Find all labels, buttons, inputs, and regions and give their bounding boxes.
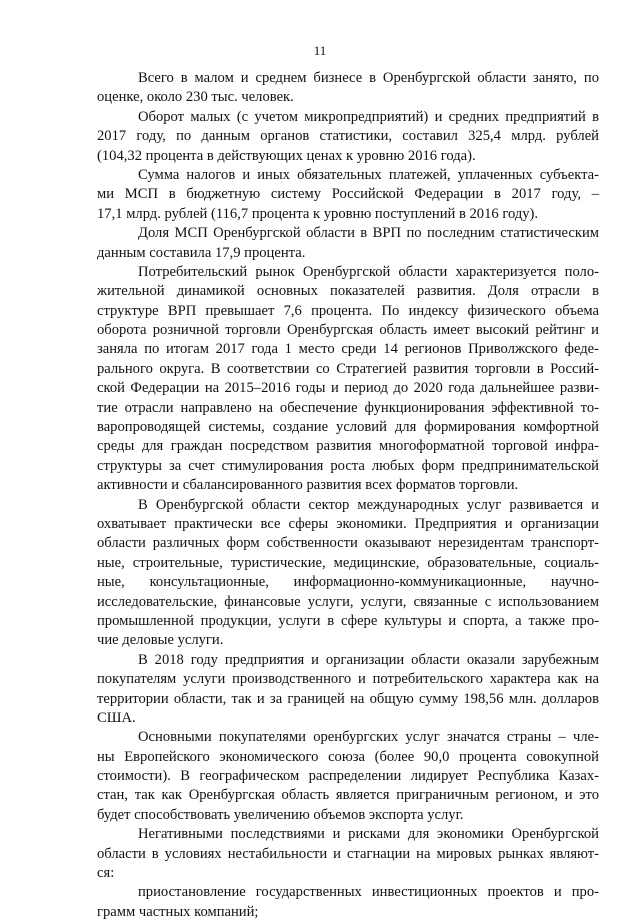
text-line: стан, так как Оренбургская область является приграничным регионом, и это (97, 787, 599, 804)
text-line: исследовательские, финансовые услуги, услуги, связанные с использованием (97, 593, 599, 610)
text-line: структуры за счет стимулирования роста любых форм предпринимательской (97, 457, 599, 474)
text-line: ны Европейского экономического союза (более 90,0 процента совокупной (97, 748, 599, 765)
text-line: Всего в малом и среднем бизнесе в Оренбургской области занято, по (138, 70, 599, 86)
text-line: области различных форм собственности оказывают нерезидентам транспорт- (97, 535, 599, 552)
paragraph-employment (97, 69, 599, 108)
paragraph-risk-item-1 (97, 883, 599, 922)
text-line: Сумма налогов и иных обязательных платежей, уплаченных субъекта- (138, 166, 599, 183)
text-line: промышленной продукции, услуги в сфере культуры и спорта, а также про- (97, 612, 599, 629)
text-line: ской Федерации на 2015–2016 годы и период до 2020 года дальнейшее разви- (97, 380, 599, 397)
text-line: жительной динамикой основных показателей развития. Доля отрасли в (97, 283, 599, 300)
text-line: ся: (97, 865, 115, 882)
text-line: оборота розничной торговли Оренбургская область имеет высокий рейтинг и (97, 322, 599, 339)
text-line: Негативными последствиями и рисками для экономики Оренбургской (138, 826, 599, 843)
text-line: среды для граждан посредством развития многоформатной торговой инфра- (97, 438, 599, 455)
paragraph-services-2018 (97, 651, 599, 729)
text-line: территории области, так и за границей на общую сумму 198,56 млн. долларов (97, 690, 599, 707)
paragraph-taxes (97, 166, 599, 224)
text-line: Потребительский рынок Оренбургской области характеризуется поло- (138, 263, 599, 280)
paragraph-turnover (97, 108, 599, 166)
paragraph-consumer-market (97, 263, 599, 496)
page-number: 11 (313, 43, 327, 58)
text-line: заняла по итогам 2017 года 1 место среди 14 регионов Приволжского феде- (97, 341, 599, 358)
paragraph-risks (97, 825, 599, 883)
text-line: чие деловые услуги. (97, 632, 224, 649)
text-line: охватывает практически все сферы экономики. Предприятия и организации (97, 515, 599, 532)
text-line: Основными покупателями оренбургских услуг значатся страны – чле- (138, 729, 599, 746)
text-line: 2017 году, по данным органов статистики, составил 325,4 млрд. рублей (97, 128, 599, 145)
text-line: области в условиях нестабильности и стагнации на мировых рынках являют- (97, 845, 599, 862)
text-line: (104,32 процента в действующих ценах к уровню 2016 года). (97, 147, 476, 164)
text-line: Доля МСП Оренбургской области в ВРП по последним статистическим (138, 225, 599, 242)
text-line: стоимости). В географическом распределении лидирует Республика Казах- (97, 768, 599, 785)
text-line: приостановление государственных инвестиционных проектов и про- (138, 884, 599, 901)
text-line: данным составила 17,9 процента. (97, 244, 306, 261)
text-line: В 2018 году предприятия и организации области оказали зарубежным (138, 651, 599, 668)
document-body (97, 69, 599, 922)
text-line: активности и сбалансированного развития всех форматов торговли. (97, 477, 519, 494)
paragraph-international-services (97, 496, 599, 651)
text-line: грамм частных компаний; (97, 903, 259, 920)
text-line: тие отрасли направлено на обеспечение функционирования эффективной то- (97, 399, 599, 416)
text-line: оценке, около 230 тыс. человек. (97, 89, 294, 106)
text-line: ми МСП в бюджетную систему Российской Федерации в 2017 году, – (97, 186, 599, 203)
text-line: ные, консультационные, информационно-коммуникационные, научно- (97, 574, 599, 591)
text-line: будет способствовать увеличению объемов экспорта услуг. (97, 806, 464, 823)
text-line: варопроводящей системы, создание условий для формирования комфортной (97, 419, 599, 436)
text-line: В Оренбургской области сектор международных услуг развивается и (138, 496, 599, 513)
text-line: США. (97, 709, 136, 726)
paragraph-grp-share (97, 224, 599, 263)
paragraph-main-buyers (97, 728, 599, 825)
text-line: рального округа. В соответствии со Стратегией развития торговли в Россий- (97, 360, 599, 377)
text-line: 17,1 млрд. рублей (116,7 процента к уровню поступлений в 2016 году). (97, 205, 539, 222)
text-line: ные, строительные, туристические, медицинские, образовательные, социаль- (97, 554, 599, 571)
text-line: покупателям услуги производственного и потребительского характера как на (97, 671, 599, 688)
text-line: Оборот малых (с учетом микропредприятий) и средних предприятий в (138, 108, 599, 125)
text-line: структуре ВРП превышает 7,6 процента. По индексу физического объема (97, 302, 599, 319)
